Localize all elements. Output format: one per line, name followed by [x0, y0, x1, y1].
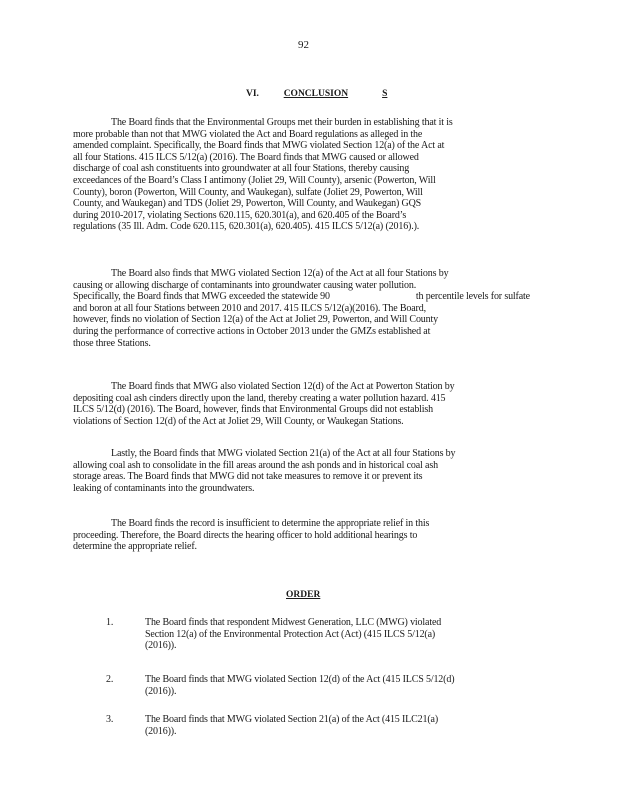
order-item-text — [145, 617, 475, 652]
text-line: those three Stations. — [73, 337, 151, 349]
paragraph-4 — [73, 448, 463, 494]
order-item-number: 1. — [106, 617, 114, 628]
page-number: 92 — [298, 39, 309, 51]
text-line: determine the appropriate relief. — [73, 541, 197, 553]
section-title: CONCLUSION S — [283, 89, 388, 99]
text-line: proceeding. Therefore, the Board directs the hearing officer to hold additional hearings to — [73, 529, 418, 541]
paragraph-5 — [73, 518, 463, 553]
text-line: The Board finds that MWG violated Section 21(a) of the Act (415 ILC21(a) — [145, 714, 439, 725]
order-title: ORDER — [286, 590, 321, 600]
text-line: violations of Section 12(d) of the Act at Joliet 29, Will County, or Waukegan Stations. — [73, 415, 404, 427]
order-item-text — [145, 674, 475, 697]
text-line: County), boron (Powerton, Will County, and Waukegan), sulfate (Joliet 29, Powerton, Will — [73, 186, 423, 198]
text-line: County, and Waukegan) and TDS (Joliet 29, Powerton, Will County, and Waukegan) GQS — [73, 198, 422, 210]
text-line: storage areas. The Board finds that MWG did not take measures to remove it or prevent its — [73, 471, 423, 483]
paragraph-3 — [73, 381, 463, 427]
paragraph-2 — [73, 268, 530, 349]
section-roman-numeral: VI. — [246, 89, 259, 99]
text-line: during 2010-2017, violating Sections 620.115, 620.301(a), and 620.405 of the Board’s — [73, 209, 407, 221]
text-line: however, finds no violation of Section 12(a) of the Act at Joliet 29, Powerton, and Will County — [73, 314, 438, 326]
text-line: regulations (35 Ill. Adm. Code 620.115, 620.301(a), 620.405). 415 ILCS 5/12(a) (2016).). — [73, 221, 420, 233]
order-item-number: 3. — [106, 714, 114, 725]
text-line: (2016)). — [145, 725, 177, 737]
text-line: (2016)). — [145, 640, 177, 652]
text-line: all four Stations. 415 ILCS 5/12(a) (2016). The Board finds that MWG caused or allowed — [73, 151, 419, 163]
text-line: and boron at all four Stations between 2010 and 2017. 415 ILCS 5/12(a)(2016). The Board, — [73, 302, 426, 314]
order-item-text — [145, 714, 475, 737]
text-line: (2016)). — [145, 685, 177, 697]
text-line: causing or allowing discharge of contaminants into groundwater causing water pollution. — [73, 279, 417, 291]
text-line: The Board finds that the Environmental Groups met their burden in establishing that it is — [111, 117, 453, 128]
text-line: The Board finds that MWG violated Section 12(d) of the Act (415 ILCS 5/12(d) — [145, 674, 455, 685]
text-line: depositing coal ash cinders directly upon the land, thereby creating a water pollution hazard. 415 — [73, 392, 446, 404]
percentile-fragment: th percentile levels for sulfate — [415, 291, 530, 303]
order-item-number: 2. — [106, 674, 114, 685]
text-line: leaking of contaminants into the groundwaters. — [73, 482, 255, 494]
text-line: Lastly, the Board finds that MWG violated Section 21(a) of the Act at all four Stations by — [111, 448, 456, 459]
conclusion-heading — [246, 89, 387, 99]
text-line: The Board also finds that MWG violated Section 12(a) of the Act at all four Stations by — [111, 268, 449, 279]
text-line: The Board finds the record is insufficient to determine the appropriate relief in this — [111, 518, 430, 529]
text-line: during the performance of corrective actions in October 2013 under the GMZs established at — [73, 325, 431, 337]
order-heading — [286, 590, 330, 600]
text-line: discharge of coal ash constituents into groundwater at all four Stations, thereby causing — [73, 163, 410, 175]
text-line: Specifically, the Board finds that MWG exceeded the statewide 90 th percentile levels for sulfate — [73, 291, 530, 303]
text-line: ILCS 5/12(d) (2016). The Board, however, finds that Environmental Groups did not establish — [73, 404, 434, 416]
text-line: amended complaint. Specifically, the Board finds that MWG violated Section 12(a) of the Act at — [73, 140, 445, 152]
text-line: The Board finds that MWG also violated Section 12(d) of the Act at Powerton Station by — [111, 381, 455, 392]
text-line: Section 12(a) of the Environmental Protection Act (Act) (415 ILCS 5/12(a) — [145, 628, 436, 640]
paragraph-1 — [73, 117, 463, 233]
text-line: more probable than not that MWG violated the Act and Board regulations as alleged in the — [73, 128, 423, 140]
text-line: allowing coal ash to consolidate in the fill areas around the ash ponds and in historical coal ash — [73, 459, 438, 471]
text-line: exceedances of the Board’s Class I antimony (Joliet 29, Will County), arsenic (Powerton, Will — [73, 174, 436, 186]
text-line: The Board finds that respondent Midwest Generation, LLC (MWG) violated — [145, 617, 442, 628]
